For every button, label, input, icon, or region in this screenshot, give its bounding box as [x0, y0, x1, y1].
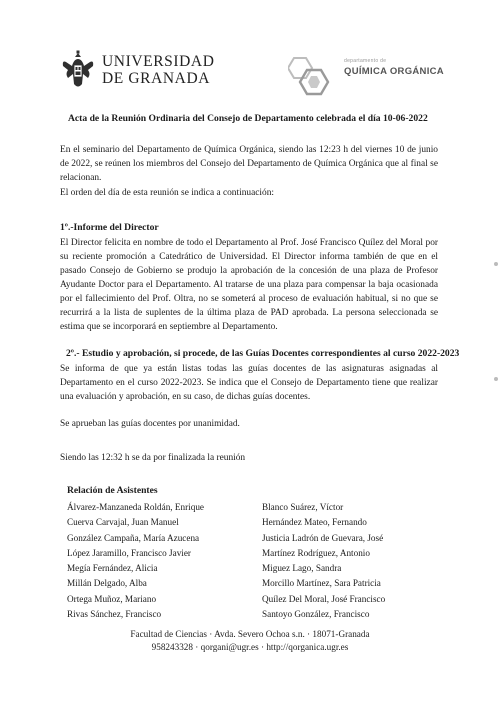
attendee-name: González Campaña, María Azucena [67, 532, 200, 543]
footer-address: Facultad de Ciencias · Avda. Severo Ochoa s.n. · 18071-Granada [130, 629, 370, 639]
attendees-heading: Relación de Asistentes [67, 485, 158, 496]
department-name-block [344, 58, 444, 77]
attendee-name: Martínez Rodríguez, Antonio [262, 547, 370, 558]
attendee-name: Miguez Lago, Sandra [262, 563, 342, 574]
section-2-approval: Se aprueban las guías docentes por unanimidad. [60, 419, 240, 429]
scan-mark [494, 377, 498, 381]
intro-paragraph: En el seminario del Departamento de Química Orgánica, siendo las 12:23 h del viernes 10 de junio de 2022, se reúnen los miembros del Consejo del Departamento de Química Orgánica que al final se relacionan. [60, 145, 438, 183]
scan-mark [494, 262, 498, 266]
section-1-heading: 1º.-Informe del Director [60, 222, 159, 233]
department-small-label: departamento de [344, 58, 387, 64]
document-title: Acta de la Reunión Ordinaria del Consejo de Departamento celebrada el día 10-06-2022 [68, 113, 428, 124]
attendee-name: Megía Fernández, Alicia [67, 563, 158, 574]
attendee-name: Blanco Suárez, Víctor [262, 502, 344, 512]
university-crest-logo [60, 50, 96, 90]
department-name: QUÍMICA ORGÁNICA [344, 66, 444, 77]
attendee-name: Cuerva Carvajal, Juan Manuel [67, 517, 179, 528]
attendee-name: Álvarez-Manzaneda Roldán, Enrique [67, 502, 204, 512]
agenda-intro: El orden del día de esta reunión se indica a continuación: [60, 188, 274, 198]
attendee-name: Morcillo Martínez, Sara Patricia [262, 578, 381, 589]
attendee-name: Millán Delgado, Alba [67, 578, 147, 589]
attendee-name: Quílez Del Moral, José Francisco [262, 593, 386, 604]
attendee-name: Justicia Ladrón de Guevara, José [262, 532, 384, 543]
section-2-heading: 2º.- Estudio y aprobación, si procede, de las Guías Docentes correspondientes al curso 2022-2023 [66, 348, 460, 359]
attendees-right-column [262, 500, 385, 622]
attendee-name: Ortega Muñoz, Mariano [67, 593, 157, 604]
attendee-name: López Jaramillo, Francisco Javier [67, 547, 191, 558]
university-name-line1: UNIVERSIDAD [102, 53, 215, 70]
attendee-name: Rivas Sánchez, Francisco [67, 609, 162, 620]
attendees-left-column [67, 500, 204, 622]
attendee-name: Hernández Mateo, Fernando [262, 517, 367, 528]
university-name [102, 53, 215, 87]
department-logo [288, 54, 342, 96]
section-1-body: El Director felicita en nombre de todo el Departamento al Prof. José Francisco Quílez del Moral por su reciente promoción a Catedrático de Universidad. El Director informa también de que en el pasado Consejo de Gobierno se produjo la aprobación de la concesión de una plaza de Profesor Ayudante Doctor para el Departamento. Al tratarse de una plaza para compensar la baja ocasionada por el fallecimiento del Prof. Oltra, no se someterá al proceso de evaluación habitual, si no que se recurrirá a la lista de suplentes de la última plaza de PAD aprobada. La persona seleccionada se estima que se incorporará en septiembre al Departamento. [60, 238, 438, 332]
university-name-line2: DE GRANADA [102, 70, 211, 87]
closing-statement: Siendo las 12:32 h se da por finalizada la reunión [60, 453, 246, 463]
footer-contact: 958243328 · qorgani@ugr.es · http://qorganica.ugr.es [151, 642, 349, 652]
attendee-name: Santoyo González, Francisco [262, 609, 370, 620]
section-2-body: Se informa de que ya están listas todas las guías docentes de las asignaturas asignadas al Departamento en el curso 2022-2023. Se indica que el Consejo de Departamento tiene que realizar una evaluación y aprobación, en su caso, de dichas guías docentes. [60, 364, 438, 402]
